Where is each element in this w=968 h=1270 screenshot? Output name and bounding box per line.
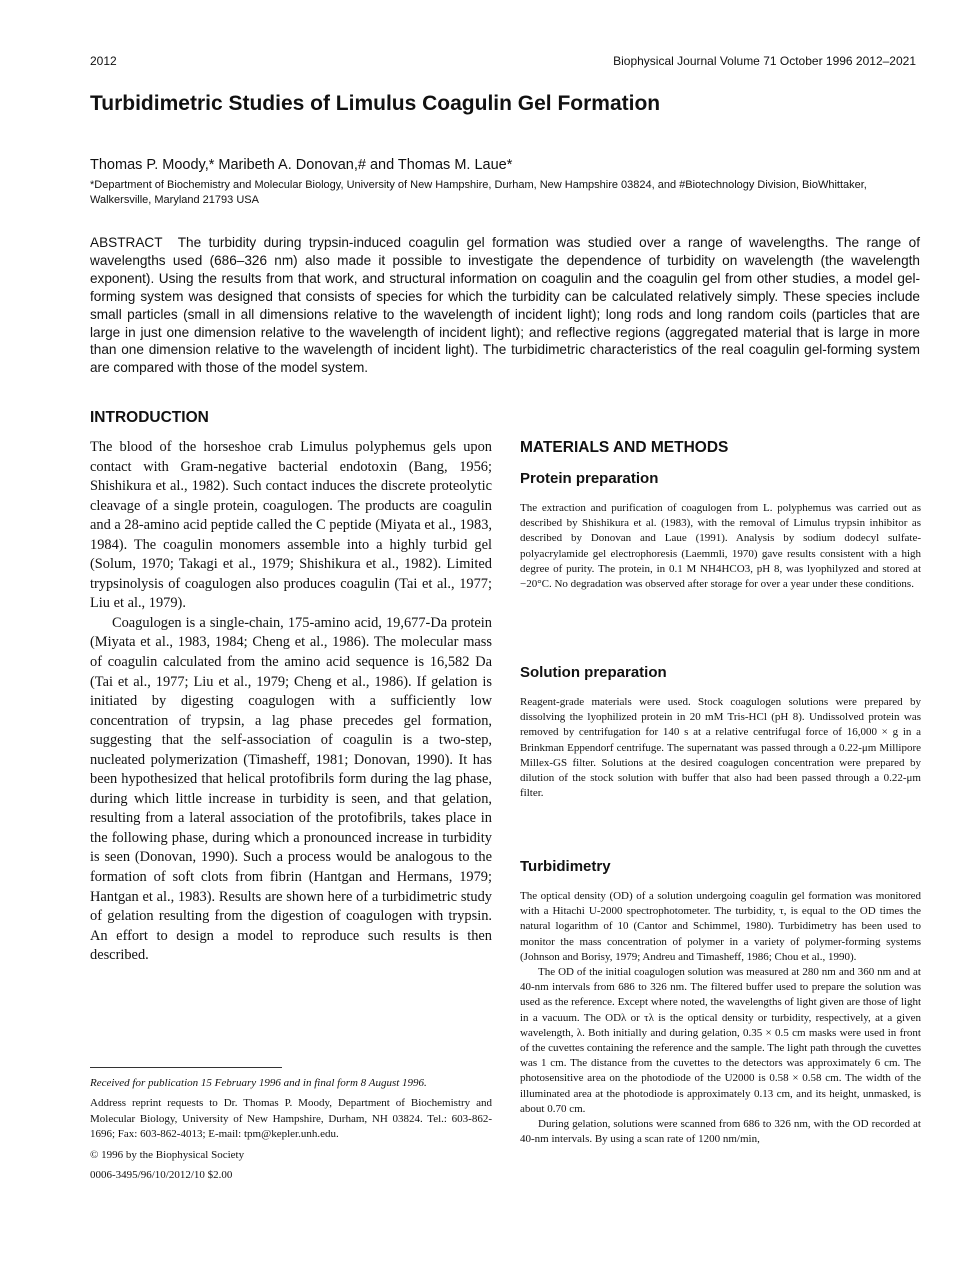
turbidimetry-heading: Turbidimetry	[520, 858, 611, 875]
introduction-body	[90, 438, 492, 966]
solution-paragraph: Reagent-grade materials were used. Stock coagulogen solutions were prepared by dissolving the lyophilized protein in 20 mM Tris-HCl (pH 8). Undissolved protein was removed by centrifugation for 140 s at a relative centrifugal force of 16,000 × g in a Brinkman Eppendorf centrifuge. The supernatant was passed through a 0.22-μm Millipore Millex-GS filter. Solutions at the desired coagulogen concentration were prepared by dilution of the stock solution with buffer that also had been passed through a 0.22-μm filter.	[520, 696, 921, 800]
solution-preparation-text	[520, 695, 921, 801]
copyright-note: © 1996 by the Biophysical Society	[90, 1148, 245, 1161]
address-note: Address reprint requests to Dr. Thomas P. Moody, Department of Biochemistry and Molecular Biology, University of New Hampshire, Durham, NH 03824. Tel.: 603-862-1696; Fax: 603-862-4013; E-mail: tpm@kepler.unh.edu.	[90, 1097, 492, 1141]
issn-note: 0006-3495/96/10/2012/10 $2.00	[90, 1169, 233, 1182]
turbidimetry-paragraph: During gelation, solutions were scanned from 686 to 326 nm, with the OD recorded at 40-nm intervals. By using a scan rate of 1200 nm/min,	[520, 1118, 921, 1146]
methods-heading: MATERIALS AND METHODS	[520, 439, 729, 456]
paper-title: Turbidimetric Studies of Limulus Coagulin Gel Formation	[90, 92, 661, 115]
intro-paragraph: Coagulogen is a single-chain, 175-amino acid, 19,677-Da protein (Miyata et al., 1983, 1984; Cheng et al., 1986). The molecular mass of coagulin calculated from the amino acid sequence is 16,582 Da (Tai et al., 1977; Liu et al., 1979; Cheng et al., 1986). If gelation is initiated by digesting coagulogen with a sufficiently low concentration of trypsin, a lag phase precedes gel formation, suggesting that the self-association of coagulin is a two-step, nucleated polymerization (Timasheff, 1981; Donovan, 1990). It has been hypothesized that helical protofibrils form during the lag phase, during which little increase in turbidity is seen, and that gelation, resulting from a lateral association of the protofibrils, takes place in the following phase, during which a pronounced increase in turbidity is seen (Donovan, 1990). Such a process would be analogous to the formation of soft clots from fibrin (Hantgan and Hermans, 1979; Hantgan et al., 1983). Results are shown here of a turbidimetric study of gelation resulting from the digestion of coagulogen with trypsin. An effort to design a model to reproduce such results is then described.	[90, 614, 492, 964]
protein-preparation-text	[520, 501, 921, 592]
turbidimetry-text	[520, 889, 921, 1147]
running-head: Biophysical Journal Volume 71 October 1996 2012–2021	[613, 54, 916, 68]
affiliation: *Department of Biochemistry and Molecular Biology, University of New Hampshire, Durham, New Hampshire 03824, and #Biotechnology Division, BioWhittaker, Walkersville, Maryland 21793 USA	[90, 179, 867, 206]
page-number: 2012	[90, 54, 117, 68]
received-note: Received for publication 15 February 1996 and in final form 8 August 1996.	[90, 1077, 427, 1089]
abstract-text: The turbidity during trypsin-induced coagulin gel formation was studied over a range of wavelengths. The range of wavelengths used (686–326 nm) also made it possible to investigate the dependence of turbidity on wavelength (the wavelength exponent). Using the results from that work, and structural information on coagulin and the coagulin gel from other studies, a model gel-forming system was designed that consists of species for which the turbidity can be calculated relatively simply. These species include small particles (small in all dimensions relative to the wavelength of incident light); long rods and long random coils (particles that are large in just one dimension relative to the wavelength of incident light); and reflective regions (aggregated material that is large in more than one dimension relative to the wavelength of incident light). The turbidimetric characteristics of the real coagulin gel-forming system are compared with those of the model system.	[90, 235, 920, 376]
footnotes	[90, 1076, 492, 1188]
authors: Thomas P. Moody,* Maribeth A. Donovan,# and Thomas M. Laue*	[90, 157, 513, 173]
footnote-rule	[90, 1067, 282, 1068]
turbidimetry-paragraph: The OD of the initial coagulogen solution was measured at 280 nm and 360 nm and at 40-nm intervals from 686 to 326 nm. The filtered buffer used to prepare the solution was used as the reference. Except where noted, the wavelengths of light given are those of light in a vacuum. The ODλ or τλ is the optical density or turbidity, respectively, at a given wavelength, λ. Both initially and during gelation, 0.35 × 0.5 cm masks were used in front of the cuvettes containing the reference and the sample. The light path through the cuvettes was 1 cm. The distance from the cuvettes to the detectors was approximately 6 cm. The photosensitive area on the photodiode of the U2000 is 0.58 × 0.58 cm. The width of the illuminated area at the photodiode is approximately 0.13 cm, and its height, unmasked, is about 0.70 cm.	[520, 966, 921, 1115]
turbidimetry-paragraph: The optical density (OD) of a solution undergoing coagulin gel formation was monitored with a Hitachi U-2000 spectrophotometer. The turbidity, τ, is equal to the OD times the natural logarithm of 10 (Cantor and Schimmel, 1980). Turbidimetry has been used to monitor the mass concentration of polymer in a variety of polymer-forming systems (Johnson and Borisy, 1979; Andreu and Timasheff, 1986; Chou et al., 1990).	[520, 890, 921, 963]
abstract	[90, 234, 920, 377]
intro-paragraph: The blood of the horseshoe crab Limulus polyphemus gels upon contact with Gram-negative bacterial endotoxin (Bang, 1956; Shishikura et al., 1982). Such contact induces the discrete proteolytic cleavage of a single protein, coagulogen. The products are coagulin and a 28-amino acid peptide called the C peptide (Miyata et al., 1983, 1984). The coagulin monomers assemble into a highly turbid gel (Solum, 1970; Takagi et al., 1979; Shishikura et al., 1982). Limited trypsinolysis of coagulogen also produces coagulin (Tai et al., 1977; Liu et al., 1979).	[90, 439, 492, 612]
introduction-heading: INTRODUCTION	[90, 409, 209, 426]
protein-paragraph: The extraction and purification of coagulogen from L. polyphemus was carried out as described by Shishikura et al. (1983), with the removal of Limulus trypsin inhibitor as described by Donovan and Laue (1991). Analysis by sodium dodecyl sulfate-polyacrylamide gel electrophoresis (Laemmli, 1970) gave results consistent with a high degree of purity. The protein, in 0.1 M NH4HCO3, pH 8, was lyophilyzed and stored at −20°C. No degradation was observed after storage for over a year under these conditions.	[520, 502, 921, 591]
protein-preparation-heading: Protein preparation	[520, 470, 659, 487]
abstract-label: ABSTRACT	[90, 235, 163, 250]
solution-preparation-heading: Solution preparation	[520, 664, 667, 681]
